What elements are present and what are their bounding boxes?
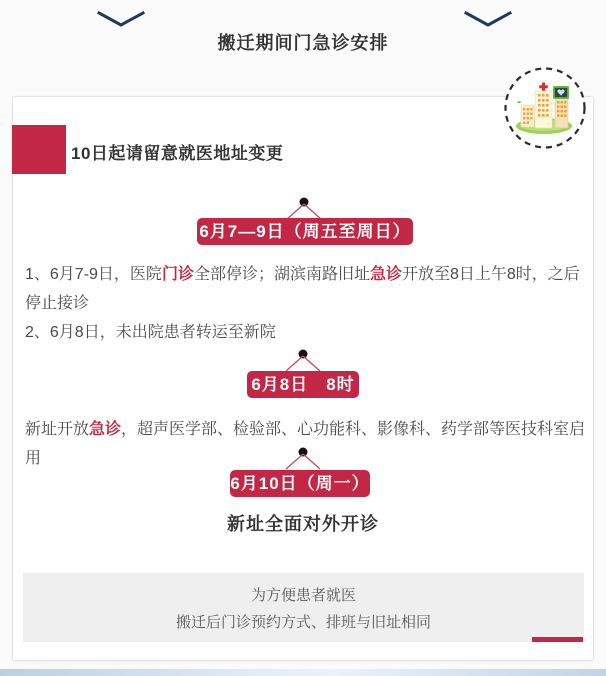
date-badge: 6月10日（周一） — [230, 470, 370, 497]
text-segment: 全部停诊；湖滨南路旧址 — [193, 266, 370, 283]
highlight-emergency: 急诊 — [369, 266, 402, 283]
announcement-card — [12, 96, 594, 661]
text-segment: 开放至8日上午8时，之后停止接诊 — [25, 266, 580, 312]
highlight-outpatient: 门诊 — [161, 266, 194, 283]
red-bar-decoration — [532, 637, 583, 642]
date-badge: 6月7—9日（周五至周日） — [197, 218, 413, 245]
page-title: 搬迁期间门急诊安排 — [217, 33, 389, 53]
pin-dot-hanger-icon — [282, 196, 326, 220]
chevron-down-icon[interactable] — [97, 10, 145, 28]
bottom-divider — [0, 669, 606, 676]
highlight-emergency: 急诊 — [89, 421, 122, 438]
milestone-text: 新址全面对外开诊 — [227, 514, 379, 534]
date-badge: 6月8日 8时 — [247, 371, 359, 398]
heading-marker-square — [12, 125, 66, 174]
text-segment: 1、6月7-9日，医院 — [25, 266, 162, 283]
card-heading: 10日起请留意就医地址变更 — [71, 144, 284, 163]
notice-line: 搬迁后门诊预约方式、排班与旧址相同 — [175, 614, 431, 631]
text-segment: ，超声医学部、检验部、心功能科、影像科、药学部等医技科室启用 — [25, 421, 586, 467]
schedule-paragraph — [25, 260, 585, 347]
paragraph-line — [25, 260, 585, 318]
notice-box — [23, 573, 584, 642]
notice-line: 为方便患者就医 — [250, 587, 356, 604]
hospital-buildings-illustration — [503, 66, 587, 150]
pin-dot-hanger-icon — [281, 348, 325, 372]
pin-dot-hanger-icon — [281, 446, 325, 470]
chevron-down-icon[interactable] — [464, 10, 512, 28]
paragraph-line: 2、6月8日，未出院患者转运至新院 — [25, 324, 276, 341]
text-segment: 新址开放 — [25, 421, 90, 438]
